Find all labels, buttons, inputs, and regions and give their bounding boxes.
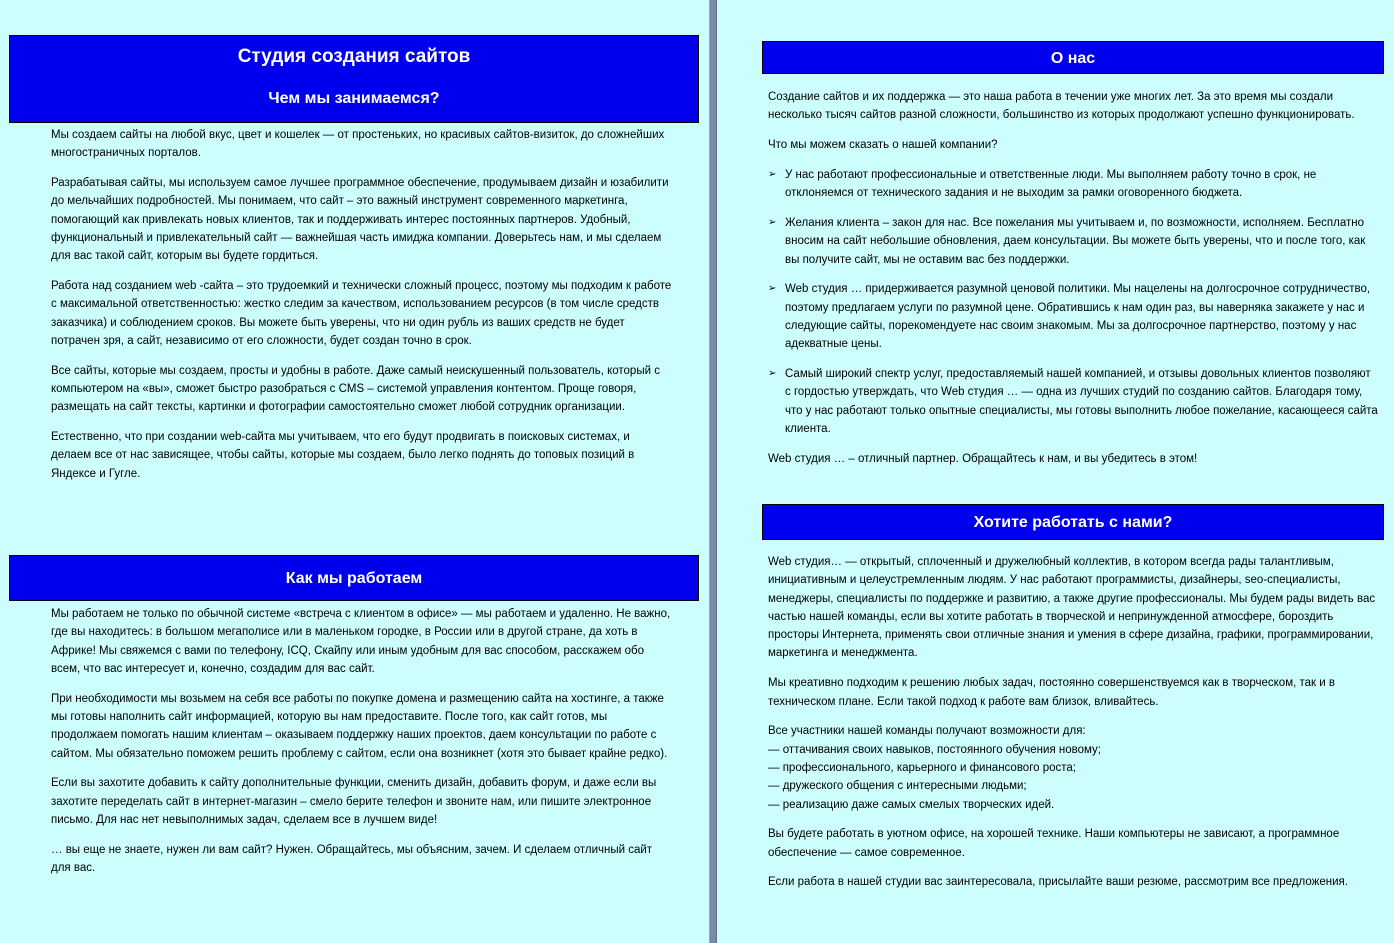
arrow-bullet-icon: ➢ <box>768 283 777 295</box>
join-us-heading: Хотите работать с нами? <box>762 504 1384 540</box>
right-page <box>717 0 1394 943</box>
arrow-bullet-icon: ➢ <box>768 368 777 380</box>
about-text <box>768 88 1378 480</box>
paragraph: Web студия … – отличный партнер. Обращайтесь к нам, и вы убедитесь в этом! <box>768 452 1198 465</box>
list-item: — оттачивания своих навыков, постоянного обучения новому; <box>768 743 1101 756</box>
list-item: ➢ У нас работают профессиональные и ответственные люди. Мы выполняем работу точно в срок, не отклоняемся от технического задания и не выходим за рамки оговоренного бюджета. <box>768 166 1378 203</box>
paragraph: Работа над созданием web -сайта – это трудоемкий и технически сложный процесс, поэтому мы подходим к работе с максимальной ответственностью: жестко следим за качеством, использованием ресурсов (в том числе средств заказчика) и соблюдением сроков. Вы можете быть уверены, что ни один рубль из ваших средств не будет потрачен зря, а сайт, независимо от его сложности, будет создан точно в срок. <box>51 280 672 347</box>
paragraph: Если вы захотите добавить к сайту дополнительные функции, сменить дизайн, добавить форум, и даже если вы захотите переделать сайт в интернет-магазин – смело берите телефон и звоните нам, или пишите электронное письмо. Для нас нет невыполнимых задач, сделаем все в лучшем виде! <box>51 777 657 826</box>
list-item: ➢ Web студия … придерживается разумной ценовой политики. Мы нацелены на долгосрочное сотрудничество, поэтому предлагаем услуги по разумной цене. Обратившись к нам один раз, вы наверняка закажете у нас и следующие сайты, порекомендуете нас своим знакомым. Мы за долгосрочное партнерство, поэтому у нас адекватные цены. <box>768 280 1378 353</box>
arrow-bullet-icon: ➢ <box>768 168 777 180</box>
paragraph: Вы будете работать в уютном офисе, на хорошей технике. Наши компьютеры не зависают, а программное обеспечение — самое современное. <box>768 828 1340 859</box>
paragraph: Создание сайтов и их поддержка — это наша работа в течении уже многих лет. За это время мы создали несколько тысяч сайтов разной сложности, большинство из которых продолжают успешно функционировать. <box>768 91 1355 122</box>
how-we-work-heading: Как мы работаем <box>9 555 699 601</box>
join-us-text <box>768 553 1378 903</box>
paragraph: Мы креативно подходим к решению любых задач, постоянно совершенствуемся как в творческом, так и в техническом плане. Если такой подход к работе вам близок, вливайтесь. <box>768 677 1335 708</box>
paragraph: Все участники нашей команды получают возможности для: <box>768 725 1086 738</box>
arrow-bullet-icon: ➢ <box>768 216 777 228</box>
page-divider <box>709 0 717 943</box>
paragraph: Что мы можем сказать о нашей компании? <box>768 139 998 152</box>
paragraph: При необходимости мы возьмем на себя все работы по покупке домена и размещению сайта на хостинге, а также мы готовы наполнить сайт информацией, которую вы нам предоставите. После того, как сайт готов, мы продолжаем помогать нашим клиентам – оказываем поддержку наших проектов, даем консультации по работе с сайтом. Мы обязательно поможем решить проблему с сайтом, если она возникнет (хотя это бывает крайне редко). <box>51 692 668 760</box>
paragraph: … вы еще не знаете, нужен ли вам сайт? Нужен. Обращайтесь, мы объясним, зачем. И сделаем отличный сайт для вас. <box>51 843 653 875</box>
page-title: Студия создания сайтов <box>237 46 471 67</box>
paragraph: Разрабатывая сайты, мы используем самое лучшее программное обеспечение, продумываем дизайн и юзабилити до мельчайших подробностей. Мы понимаем, что сайт – это важный инструмент современного маркетинга, помогающий как привлекать новых клиентов, так и поддерживать интерес постоянных партнеров. Удобный, функциональный и привлекательный сайт — важнейшая часть имиджа компании. Доверьтесь нам, и мы сделаем для вас такой сайт, которым вы будете гордиться. <box>51 177 669 263</box>
list-item: ➢ Самый широкий спектр услуг, предоставляемый нашей компанией, и отзывы довольных клиентов позволяют с гордостью утверждать, что Web студия … — одна из лучших студий по созданию сайтов. Благодаря тому, что у нас работают только опытные специалисты, мы готовы выполнить любое пожелание, касающееся сайта клиента. <box>768 365 1378 438</box>
list-item: ➢ Желания клиента – закон для нас. Все пожелания мы учитываем и, по возможности, исполняем. Бесплатно вносим на сайт небольшие обновления, даем консультации. Вы можете быть уверены, что и после того, как вы получите сайт, мы не оставим вас без поддержки. <box>768 214 1378 269</box>
opportunities-list <box>768 741 1378 814</box>
about-bullet-list <box>768 166 1378 438</box>
what-we-do-heading: Чем мы занимаемся? <box>268 90 440 107</box>
list-item: — реализацию даже самых смелых творческих идей. <box>768 798 1055 811</box>
paragraph: Все сайты, которые мы создаем, просты и удобны в работе. Даже самый неискушенный пользователь, который с компьютером на «вы», сможет быстро разобраться с CMS – системой управления контентом. Проще говоря, размещать на сайт тексты, картинки и фотографии самостоятельно сможет любой сотрудник организации. <box>51 364 660 414</box>
paragraph: Web студия… — открытый, сплоченный и дружелюбный коллектив, в котором всегда рады талантливым, инициативным и целеустремленным людям. У нас работают программисты, дизайнеры, seo-специалисты, менеджеры, специалисты по поддержке и развитию, а также другие профессионалы. Мы будем рады видеть вас частью нашей команды, если вы хотите работать в творческой и непринужденной атмосфере, бороздить просторы Интернета, применять свои отличные знания и умения в сфере дизайна, графики, программировании, маркетинга и менеджмента. <box>768 556 1376 660</box>
about-heading: О нас <box>762 41 1384 74</box>
list-item: — профессионального, карьерного и финансового роста; <box>768 761 1077 774</box>
paragraph: Мы работаем не только по обычной системе «встреча с клиентом в офисе» — мы работаем и удаленно. Не важно, где вы находитесь: в большом мегаполисе или в маленьком городке, в России или в другой стране, да хоть в Африке! Мы свяжемся с вами по телефону, ICQ, Скайпу или иным удобным для вас способом, расскажем обо всем, что вас интересует и, конечно, создадим для вас сайт. <box>51 608 671 675</box>
paragraph: Естественно, что при создании web-сайта мы учитываем, что его будут продвигать в поисковых системах, и делаем все от нас зависящее, чтобы сайты, которые мы создаем, было легко поднять до топовых позиций в Яндексе и Гугле. <box>51 431 635 480</box>
studio-header <box>9 35 699 123</box>
list-item: — дружеского общения с интересными людьми; <box>768 780 1027 793</box>
paragraph: Если работа в нашей студии вас заинтересовала, присылайте ваши резюме, рассмотрим все предложения. <box>768 876 1348 889</box>
paragraph: Мы создаем сайты на любой вкус, цвет и кошелек — от простеньких, но красивых сайтов-визиток, до сложнейших многостраничных порталов. <box>51 129 665 160</box>
what-we-do-text <box>51 126 673 495</box>
how-we-work-text <box>51 605 673 889</box>
